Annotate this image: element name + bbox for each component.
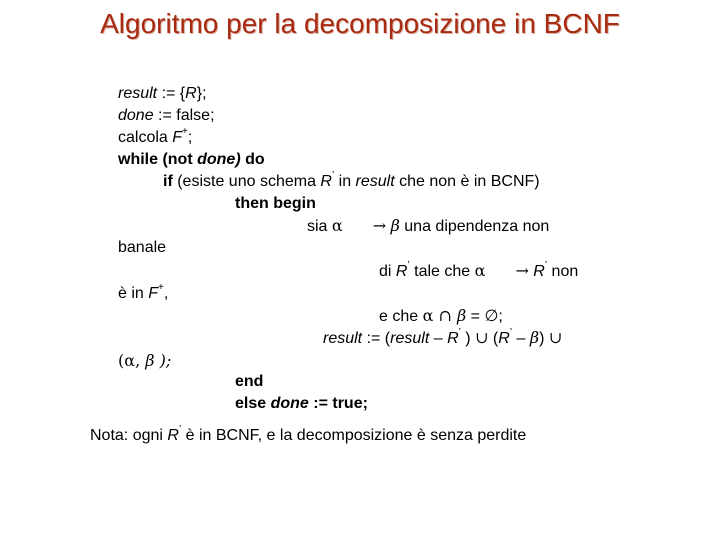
line-end [235, 372, 263, 392]
text: done) [197, 151, 246, 168]
text: result [355, 173, 395, 190]
text: tale che [409, 263, 475, 280]
text: R [167, 427, 179, 444]
text: then begin [235, 195, 316, 212]
text: ); [154, 351, 172, 370]
beta-symbol: β [456, 306, 467, 325]
slide-title: Algoritmo per la decomposizione in BCNF [100, 8, 620, 39]
text: result [323, 330, 363, 347]
text: R [498, 330, 510, 347]
text: ) [539, 330, 549, 347]
line-else [235, 394, 368, 414]
text: è in BCNF, e la decomposizione è senza perdite [181, 427, 527, 444]
text: done [118, 107, 154, 124]
text: end [235, 373, 264, 390]
line-banale [118, 238, 166, 258]
line-di-r [379, 261, 578, 282]
text: while (not [118, 151, 198, 168]
line-e-che [379, 306, 503, 327]
note-line [90, 423, 527, 446]
text: di [379, 263, 396, 280]
alpha-symbol: α [331, 216, 343, 235]
beta-symbol: β [390, 216, 400, 235]
text: ; [498, 308, 503, 325]
line-done-init [118, 106, 215, 126]
text: := ( [362, 330, 391, 347]
text: una dipendenza non [399, 218, 550, 235]
arrow-symbol: → [515, 261, 529, 280]
text: F [148, 285, 159, 302]
line-result-init [118, 84, 207, 104]
text: – [512, 330, 530, 347]
text: ; [187, 129, 193, 146]
text: else [235, 395, 271, 412]
text: (esiste uno schema [172, 173, 321, 190]
text: in [334, 173, 356, 190]
alpha-symbol: α [124, 351, 136, 370]
text: result [118, 85, 158, 102]
empty-set-symbol: ∅ [484, 306, 499, 325]
text: , [163, 285, 169, 302]
superscript: ’ [407, 259, 410, 271]
text: R [447, 330, 459, 347]
text: R [320, 173, 332, 190]
text: ) [460, 330, 476, 347]
line-then-begin [235, 194, 316, 214]
superscript: ’ [331, 169, 335, 181]
line-e-in-f [118, 281, 169, 304]
text: := false; [153, 107, 215, 124]
superscript: + [182, 125, 188, 137]
text: = [466, 308, 485, 325]
intersection-symbol: ∩ [433, 306, 457, 325]
text: R [395, 263, 408, 280]
alpha-symbol: α [474, 261, 486, 280]
alpha-symbol: α [422, 306, 434, 325]
text: sia [307, 218, 332, 235]
beta-symbol: β [145, 351, 155, 370]
text: := { [157, 85, 186, 102]
line-while [118, 150, 265, 170]
union-symbol: ∪ [475, 328, 489, 347]
text: e che [379, 308, 423, 325]
text: banale [118, 239, 167, 256]
line-calcola [118, 125, 193, 148]
superscript: ’ [458, 326, 461, 338]
text: ( [488, 330, 499, 347]
arrow-symbol: → [372, 216, 387, 235]
text: – [429, 330, 448, 347]
text: R [528, 263, 545, 280]
text: ( [118, 351, 125, 370]
text: Nota: ogni [90, 427, 168, 444]
text: F [172, 129, 183, 146]
text: è in [118, 285, 149, 302]
text: non [547, 263, 579, 280]
superscript: ’ [509, 326, 513, 338]
text: R [185, 85, 197, 102]
text: := true; [308, 395, 368, 412]
line-alpha-beta [118, 351, 171, 371]
text: che non è in BCNF) [394, 173, 540, 190]
text: done [270, 395, 309, 412]
text: if [163, 173, 173, 190]
line-sia [307, 216, 549, 237]
union-symbol: ∪ [548, 328, 563, 347]
superscript: ’ [544, 259, 548, 271]
text: }; [196, 85, 207, 102]
text: , [135, 351, 146, 370]
text: result [390, 330, 430, 347]
line-if [163, 169, 540, 192]
superscript: ’ [178, 423, 182, 435]
line-result-update [323, 328, 562, 349]
beta-symbol: β [529, 328, 540, 347]
text: do [245, 151, 265, 168]
text: calcola [118, 129, 173, 146]
superscript: + [158, 281, 164, 293]
